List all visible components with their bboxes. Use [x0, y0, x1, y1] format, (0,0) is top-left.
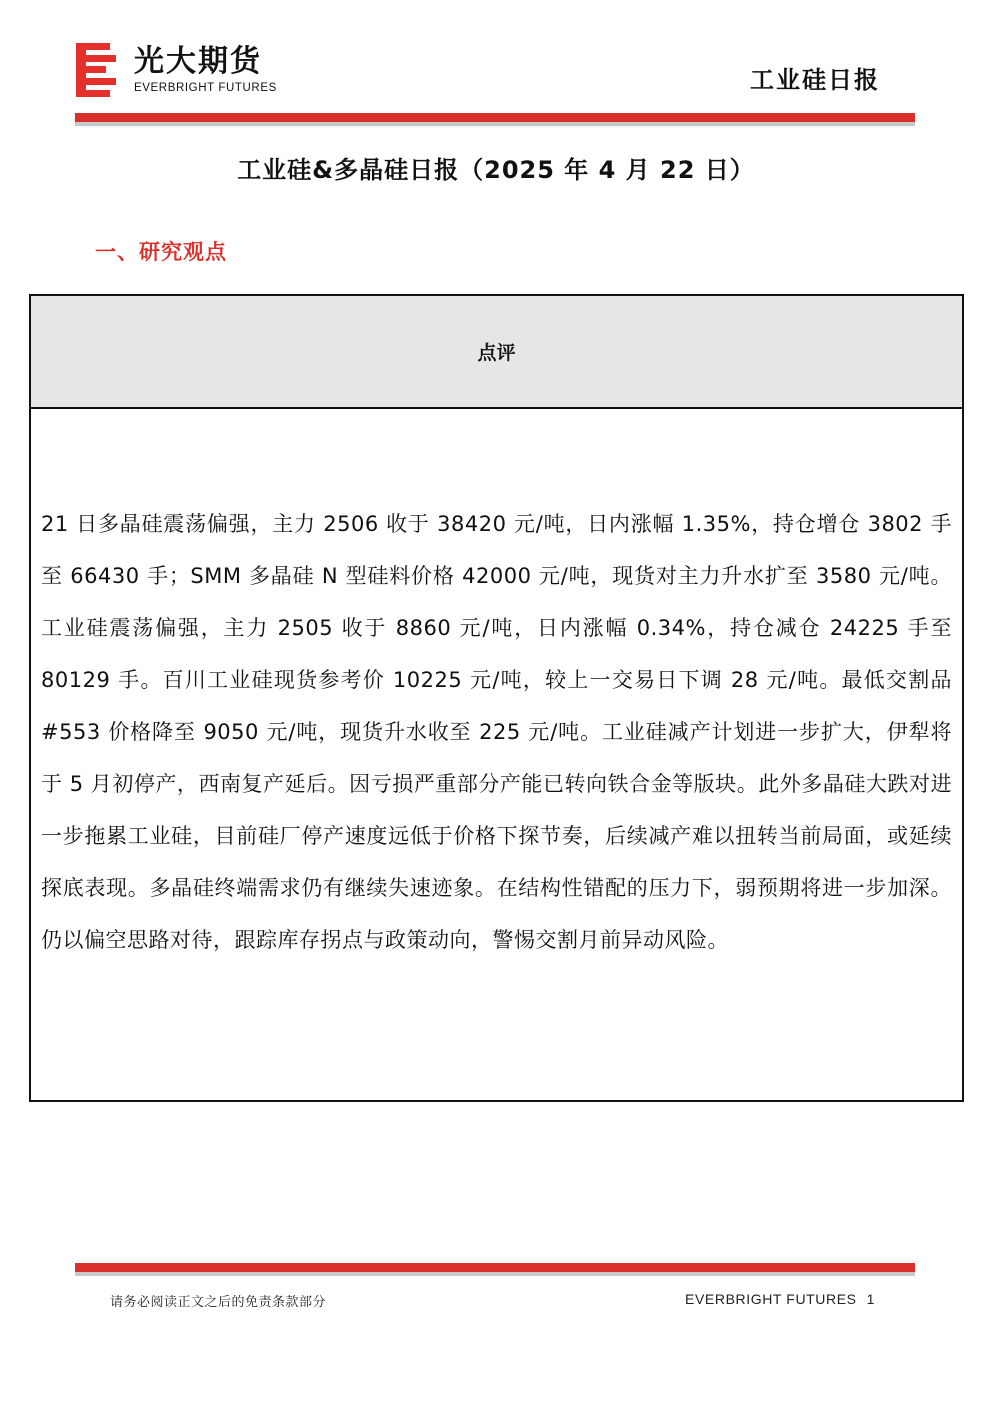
logo-e-icon [76, 43, 116, 97]
footer-brand-name: EVERBRIGHT FUTURES [685, 1291, 857, 1307]
footer-disclaimer: 请务必阅读正文之后的免责条款部分 [110, 1295, 327, 1310]
comment-body-text: 21 日多晶硅震荡偏强，主力 2506 收于 38420 元/吨，日内涨幅 1.35%，持仓增仓 3802 手至 66430 手；SMM 多晶硅 N 型硅料价格 42000 元/吨，现货对主力升水扩至 3580 元/吨。工业硅震荡偏强，主力 2505 收于 8860 元/吨，日内涨幅 0.34%，持仓减仓 24225 手至 80129 手。百川工业硅现货参考价 10225 元/吨，较上一交易日下调 28 元/吨。最低交割品#553 价格降至 9050 元/吨，现货升水收至 225 元/吨。工业硅减产计划进一步扩大，伊犁将于 5 月初停产，西南复产延后。因亏损严重部分产能已转向铁合金等版块。此外多晶硅大跌对进一步拖累工业硅，目前硅厂停产速度远低于价格下探节奏，后续减产难以扭转当前局面，或延续探底表现。多晶硅终端需求仍有继续失速迹象。在结构性错配的压力下，弱预期将进一步加深。仍以偏空思路对待，跟踪库存拐点与政策动向，警惕交割月前异动风险。 [41, 512, 952, 952]
logo-english-name: EVERBRIGHT FUTURES [134, 82, 277, 94]
footer-brand [685, 1291, 875, 1307]
section-heading: 一、研究观点 [95, 240, 227, 264]
table-header: 点评 [31, 296, 962, 409]
comment-table [29, 294, 964, 1102]
company-logo [76, 43, 277, 97]
page-number: 1 [866, 1291, 875, 1307]
document-title: 工业硅&多晶硅日报（2025 年 4 月 22 日） [237, 156, 755, 184]
footer-divider [75, 1263, 915, 1272]
header-divider [75, 113, 915, 122]
logo-chinese-name: 光大期货 [134, 44, 262, 79]
report-name: 工业硅日报 [750, 66, 880, 94]
